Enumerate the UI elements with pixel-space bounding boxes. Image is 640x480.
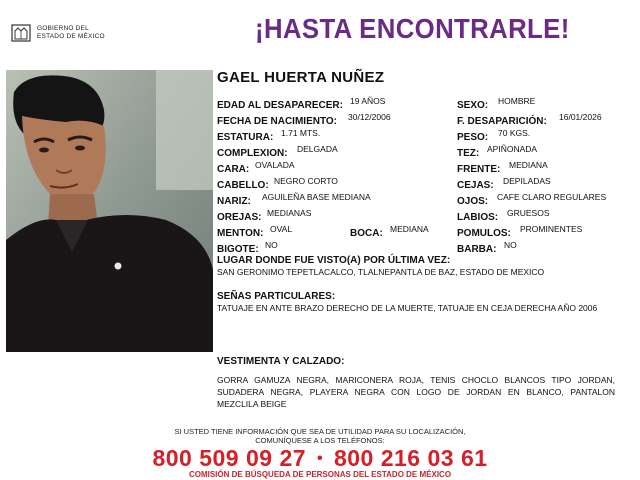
field-label: POMULOS: <box>457 228 511 239</box>
field-value: NEGRO CORTO <box>274 176 338 186</box>
field-value: OVAL <box>270 224 293 234</box>
logo-text-line2: ESTADO DE MÉXICO <box>37 33 105 40</box>
logo-text-line1: GOBIERNO DEL <box>37 25 89 32</box>
missing-person-photo <box>6 70 213 352</box>
field-value: MEDIANA <box>509 160 548 170</box>
clothing-text: GORRA GAMUZA NEGRA, MARICONERA ROJA, TENIS CHOCLO BLANCOS TIPO JORDAN, SUDADERA NEGRA, PLAYERA NEGRA CON LOGO DE JORDAN EN BLANCO, PANTALON MEZCLILA BEIGE <box>217 375 615 409</box>
state-government-logo <box>10 22 120 46</box>
field-value: NO <box>504 240 517 250</box>
phone-separator: • <box>316 450 324 467</box>
field-boca <box>350 223 429 241</box>
field-label: SEXO: <box>457 100 489 111</box>
field-label: TEZ: <box>457 148 480 159</box>
field-value: 16/01/2026 <box>559 112 602 122</box>
field-label: CABELLO: <box>217 180 269 191</box>
phone-number-1[interactable]: 800 509 09 27 <box>152 445 307 471</box>
field-label: NARIZ: <box>217 196 251 207</box>
field-label: FECHA DE NACIMIENTO: <box>217 116 337 127</box>
field-value: 19 AÑOS <box>350 96 386 106</box>
field-label: LABIOS: <box>457 212 499 223</box>
contact-note-line1: SI USTED TIENE INFORMACIÓN QUE SEA DE UTILIDAD PARA SU LOCALIZACIÓN, <box>174 427 466 436</box>
field-label: F. DESAPARICIÓN: <box>457 116 547 127</box>
field-value: GRUESOS <box>507 208 550 218</box>
field-label: BARBA: <box>457 244 497 255</box>
last-seen-text: SAN GERONIMO TEPETLACALCO, TLALNEPANTLA DE BAZ, ESTADO DE MEXICO <box>217 267 545 277</box>
marks-text: TATUAJE EN ANTE BRAZO DERECHO DE LA MUERTE, TATUAJE EN CEJA DERECHA AÑO 2006 <box>217 303 598 313</box>
person-name: GAEL HUERTA NUÑEZ <box>217 69 385 86</box>
commission-name: COMISIÓN DE BÚSQUEDA DE PERSONAS DEL ESTADO DE MÉXICO <box>188 470 452 479</box>
field-value: MEDIANA <box>390 224 429 234</box>
field-value: MEDIANAS <box>267 208 312 218</box>
coat-of-arms-icon <box>10 22 32 44</box>
contact-note-line2: COMUNÍQUESE A LOS TELÉFONOS: <box>255 436 385 445</box>
field-label: EDAD AL DESAPARECER: <box>217 100 343 111</box>
field-label: BOCA: <box>350 228 383 239</box>
field-barba <box>457 239 517 257</box>
field-value: OVALADA <box>255 160 295 170</box>
field-value: 70 KGS. <box>498 128 531 138</box>
field-label: CARA: <box>217 164 250 175</box>
field-value: CAFE CLARO REGULARES <box>497 192 607 202</box>
phone-numbers <box>0 445 640 472</box>
field-label: OREJAS: <box>217 212 262 223</box>
field-label: OJOS: <box>457 196 489 207</box>
field-value: DEPILADAS <box>503 176 551 186</box>
marks-title: SEÑAS PARTICULARES: <box>217 291 336 302</box>
field-value: PROMINENTES <box>520 224 583 234</box>
last-seen-title: LUGAR DONDE FUE VISTO(A) POR ÚLTIMA VEZ: <box>217 255 451 266</box>
field-value: 30/12/2006 <box>348 112 391 122</box>
headline: ¡HASTA ENCONTRARLE! <box>255 13 570 44</box>
field-label: MENTON: <box>217 228 264 239</box>
field-value: APIÑONADA <box>487 144 538 154</box>
field-label: ESTATURA: <box>217 132 274 143</box>
field-label: BIGOTE: <box>217 244 259 255</box>
field-value: 1.71 MTS. <box>281 128 321 138</box>
field-label: FRENTE: <box>457 164 501 175</box>
field-value: DELGADA <box>297 144 338 154</box>
field-value: NO <box>265 240 278 250</box>
field-label: COMPLEXION: <box>217 148 288 159</box>
phone-number-2[interactable]: 800 216 03 61 <box>333 445 488 471</box>
field-label: PESO: <box>457 132 489 143</box>
field-label: CEJAS: <box>457 180 494 191</box>
field-value: HOMBRE <box>498 96 536 106</box>
field-value: AGUILEÑA BASE MEDIANA <box>262 192 371 202</box>
portrait-photo-icon <box>6 70 213 352</box>
clothing-title: VESTIMENTA Y CALZADO: <box>217 356 345 367</box>
